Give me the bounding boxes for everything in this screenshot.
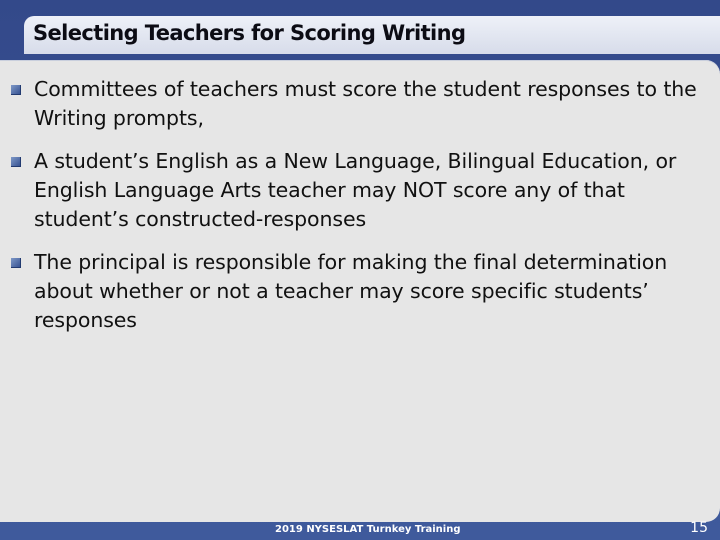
bullet-list bbox=[0, 75, 700, 349]
bullet-text: Committees of teachers must score the student responses to the Writing prompts, bbox=[34, 77, 697, 130]
title-bar bbox=[24, 16, 720, 54]
page-number: 15 bbox=[690, 520, 708, 536]
footer-label: 2019 NYSESLAT Turnkey Training bbox=[275, 524, 461, 535]
bullet-item bbox=[0, 147, 700, 234]
square-bullet-icon bbox=[11, 258, 21, 268]
slide-footer bbox=[0, 522, 720, 540]
square-bullet-icon bbox=[11, 85, 21, 95]
bullet-item bbox=[0, 75, 700, 133]
bullet-text: The principal is responsible for making the final determination about whether or not a teacher may score specific students’ responses bbox=[34, 250, 668, 332]
bullet-item bbox=[0, 248, 700, 335]
square-bullet-icon bbox=[11, 157, 21, 167]
slide-title: Selecting Teachers for Scoring Writing bbox=[33, 21, 466, 45]
bullet-text: A student’s English as a New Language, Bilingual Education, or English Language Arts teacher may NOT score any of that student’s constructed-responses bbox=[34, 149, 677, 231]
